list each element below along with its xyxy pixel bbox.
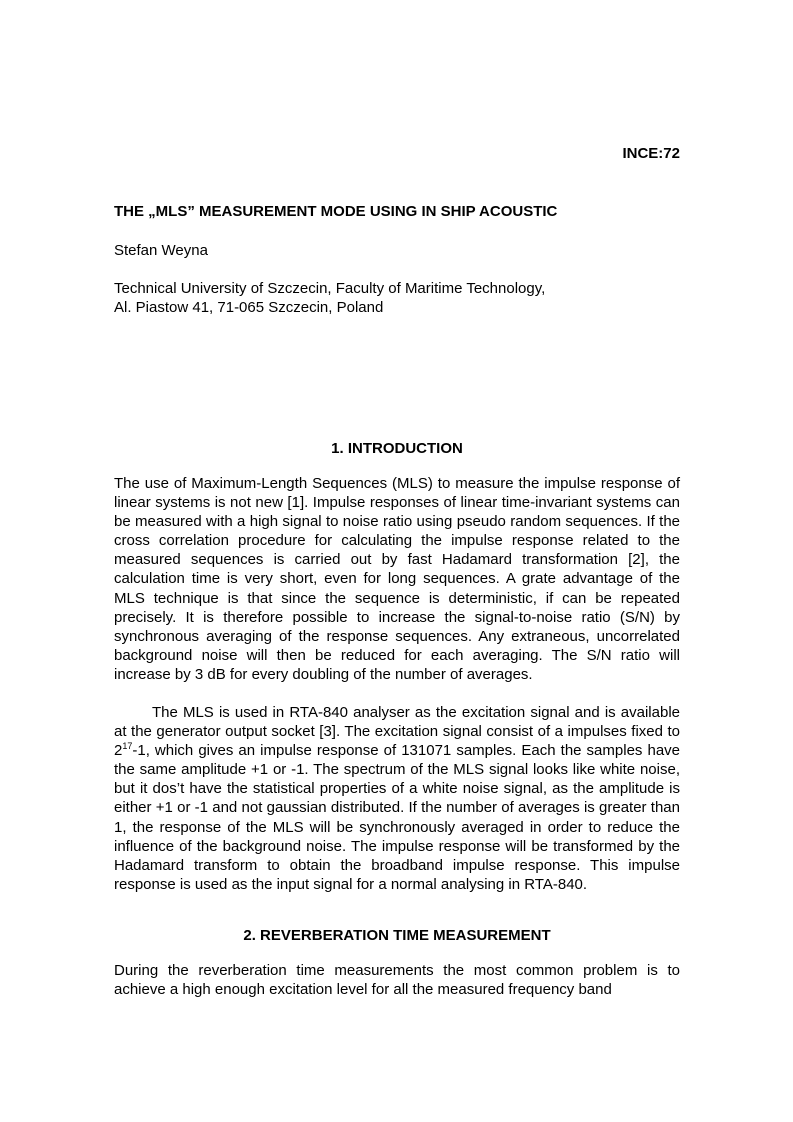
section-heading-introduction: 1. INTRODUCTION <box>331 440 463 457</box>
exponent: 17 <box>122 741 133 752</box>
body-paragraph: During the reverberation time measurements the most common problem is to achieve a high enough excitation level for all the measured frequency band <box>114 962 680 999</box>
paragraph-text: The MLS is used in RTA-840 analyser as the excitation signal and is available at the generator output socket [3]. The excitation signal consist of a impulses fixed to 2 <box>114 704 680 760</box>
affiliation-line: Technical University of Szczecin, Faculty of Maritime Technology, <box>114 280 546 297</box>
author-name: Stefan Weyna <box>114 242 208 259</box>
paper-page <box>114 0 680 1122</box>
paragraph-text: -1, which gives an impulse response of 131071 samples. Each the samples have the same amplitude +1 or -1. The spectrum of the MLS signal looks like white noise, but it dos’t have the statistical properties of a white noise signal, as the amplitude is either +1 or -1 and not gaussian distributed. If the number of averages is greater than 1, the response of the MLS will be synchronously averaged in order to reduce the influence of the background noise. The impulse response will be transformed by the Hadamard transform to obtain the broadband impulse response. This impulse response is used as the input signal for a normal analysing in RTA-840. <box>114 742 680 893</box>
body-paragraph <box>114 703 680 894</box>
affiliation-line: Al. Piastow 41, 71-065 Szczecin, Poland <box>114 299 384 316</box>
document-code: INCE:72 <box>622 145 680 162</box>
section-heading-reverberation: 2. REVERBERATION TIME MEASUREMENT <box>243 927 551 944</box>
body-paragraph: The use of Maximum-Length Sequences (MLS) to measure the impulse response of linear systems is not new [1]. Impulse responses of linear time-invariant systems can be measured with a high signal to noise ratio using pseudo random sequences. If the cross correlation procedure for calculating the impulse response related to the measured sequences is carried out by fast Hadamard transformation [2], the calculation time is very short, even for long sequences. A grate advantage of the MLS technique is that since the sequence is deterministic, if can be repeated precisely. It is therefore possible to increase the signal-to-noise ratio (S/N) by synchronous averaging of the response sequences. Any extraneous, uncorrelated background noise will then be reduced for each averaging. The S/N ratio will increase by 3 dB for every doubling of the number of averages. <box>114 475 680 683</box>
paper-title: THE „MLS” MEASUREMENT MODE USING IN SHIP ACOUSTIC <box>114 203 558 220</box>
affiliation <box>114 279 545 317</box>
